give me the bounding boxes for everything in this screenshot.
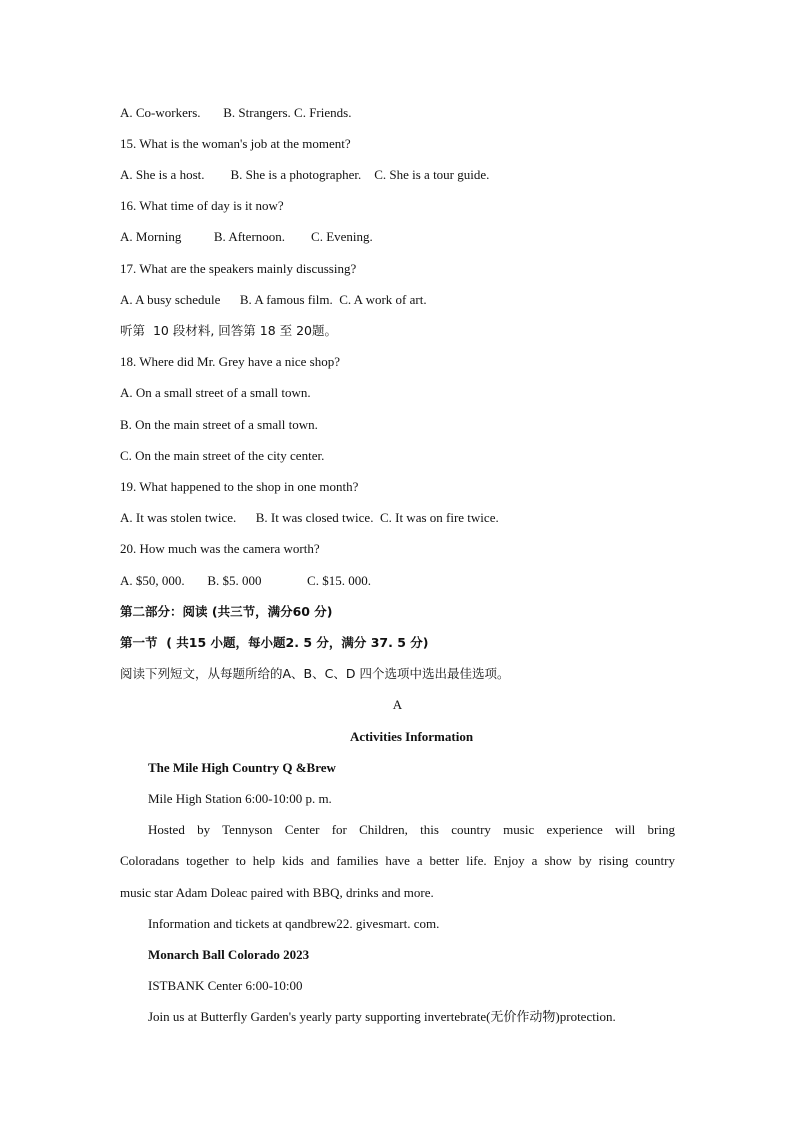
part-heading: 第二部分：阅读 (共三节，满分60 分) xyxy=(120,604,333,619)
event2-venue-time: ISTBANK Center 6:00-10:00 xyxy=(148,978,303,993)
q18-option-c: C. On the main street of the city center. xyxy=(120,448,325,463)
section-heading: 第一节 ( 共15 小题，每小题2. 5 分，满分 37. 5 分) xyxy=(120,635,429,650)
q18-option-a: A. On a small street of a small town. xyxy=(120,385,311,400)
q17-question: 17. What are the speakers mainly discussing? xyxy=(120,261,357,276)
event1-venue-time: Mile High Station 6:00-10:00 p. m. xyxy=(148,791,332,806)
event1-title: The Mile High Country Q &Brew xyxy=(148,760,336,775)
section10-instruction: 听第 10 段材料, 回答第 18 至 20题。 xyxy=(120,323,338,338)
event1-desc-line2: Coloradans together to help kids and families have a better life. Enjoy a show by rising country xyxy=(120,853,675,868)
event2-desc-line1: Join us at Butterfly Garden's yearly party supporting invertebrate(无价作动物)protection. xyxy=(148,1009,616,1024)
q18-question: 18. Where did Mr. Grey have a nice shop? xyxy=(120,354,340,369)
reading-instruction: 阅读下列短文，从每题所给的A、B、C、D 四个选项中选出最佳选项。 xyxy=(120,666,510,681)
passage-letter: A xyxy=(392,697,403,712)
q16-question: 16. What time of day is it now? xyxy=(120,198,284,213)
q16-options: A. Morning B. Afternoon. C. Evening. xyxy=(120,229,373,244)
q17-options: A. A busy schedule B. A famous film. C. A work of art. xyxy=(120,292,427,307)
event1-desc-line3: music star Adam Doleac paired with BBQ, drinks and more. xyxy=(120,885,434,900)
q18-option-b: B. On the main street of a small town. xyxy=(120,417,318,432)
q19-options: A. It was stolen twice. B. It was closed twice. C. It was on fire twice. xyxy=(120,510,499,525)
q15-question: 15. What is the woman's job at the moment? xyxy=(120,136,351,151)
q19-question: 19. What happened to the shop in one month? xyxy=(120,479,359,494)
passage-title: Activities Information xyxy=(349,729,474,744)
q20-options: A. $50, 000. B. $5. 000 C. $15. 000. xyxy=(120,573,371,588)
event1-desc-line1: Hosted by Tennyson Center for Children, this country music experience will bring xyxy=(148,822,675,837)
q20-question: 20. How much was the camera worth? xyxy=(120,541,320,556)
event1-info: Information and tickets at qandbrew22. givesmart. com. xyxy=(148,916,440,931)
event2-title: Monarch Ball Colorado 2023 xyxy=(148,947,310,962)
q15-options: A. She is a host. B. She is a photographer. C. She is a tour guide. xyxy=(120,167,490,182)
q14-options: A. Co-workers. B. Strangers. C. Friends. xyxy=(120,105,352,120)
